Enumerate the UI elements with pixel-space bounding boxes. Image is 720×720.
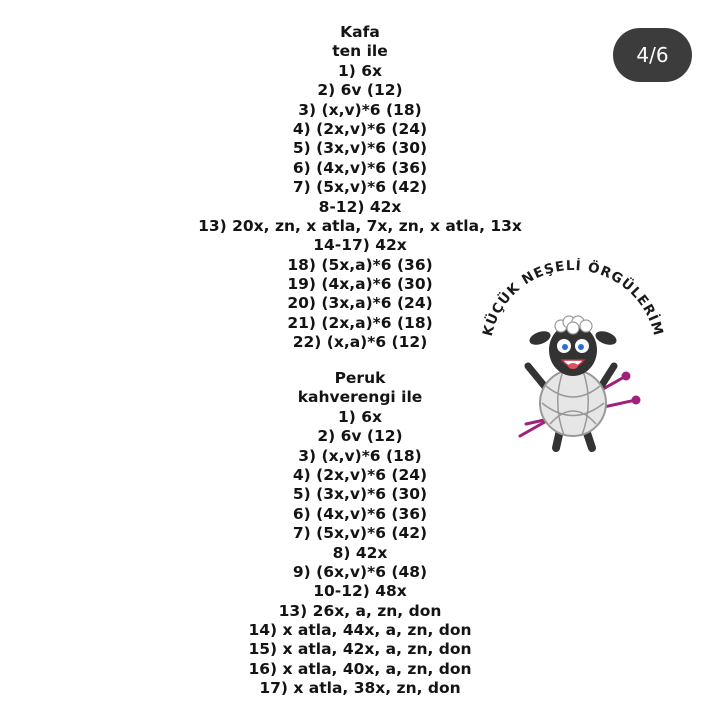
wool-tuft xyxy=(555,316,592,334)
pattern-row: 16) x atla, 40x, a, zn, don xyxy=(248,659,472,678)
section-title: Kafa xyxy=(340,23,380,41)
logo-text: KÜÇÜK NEŞELİ ÖRGÜLERİM xyxy=(479,258,667,338)
pattern-row: 15) x atla, 42x, a, zn, don xyxy=(248,640,472,659)
pattern-row: 18) (5x,a)*6 (36) xyxy=(287,255,433,274)
pattern-row: 4) (2x,v)*6 (24) xyxy=(292,465,428,484)
sheep-logo xyxy=(468,258,678,468)
pattern-row: 8) 42x xyxy=(332,543,388,562)
pattern-row: 7) (5x,v)*6 (42) xyxy=(292,178,428,197)
yarn-color-note: ten ile xyxy=(332,42,388,61)
pattern-row: 6) (4x,v)*6 (36) xyxy=(292,158,428,177)
pattern-row: 22) (x,a)*6 (12) xyxy=(292,333,428,352)
pattern-row: 13) 26x, a, zn, don xyxy=(278,601,442,620)
pattern-row: 19) (4x,a)*6 (30) xyxy=(287,275,433,294)
pattern-row: 14-17) 42x xyxy=(313,236,407,255)
pattern-row: 13) 20x, zn, x atla, 7x, zn, x atla, 13x xyxy=(198,216,522,235)
pattern-row: 10-12) 48x xyxy=(313,582,407,601)
pattern-row: 1) 6x xyxy=(337,61,383,80)
yarn-color-note: kahverengi ile xyxy=(297,388,423,407)
pattern-row: 9) (6x,v)*6 (48) xyxy=(292,562,428,581)
pattern-row: 2) 6v (12) xyxy=(317,427,403,446)
pattern-row: 6) (4x,v)*6 (36) xyxy=(292,504,428,523)
pattern-row: 5) (3x,v)*6 (30) xyxy=(292,139,428,158)
yarn-ball xyxy=(540,370,606,436)
section-title: Peruk xyxy=(334,369,386,387)
pattern-row: 5) (3x,v)*6 (30) xyxy=(292,485,428,504)
pattern-row: 21) (2x,a)*6 (18) xyxy=(287,313,433,332)
pattern-row: 20) (3x,a)*6 (24) xyxy=(287,294,433,313)
pattern-row: 4) (2x,v)*6 (24) xyxy=(292,119,428,138)
pattern-row: 2) 6v (12) xyxy=(317,81,403,100)
pattern-row: 3) (x,v)*6 (18) xyxy=(298,100,422,119)
pattern-row: 8-12) 42x xyxy=(318,197,402,216)
pattern-row: 7) (5x,v)*6 (42) xyxy=(292,524,428,543)
sheep-head xyxy=(528,316,619,376)
pattern-row: 3) (x,v)*6 (18) xyxy=(298,446,422,465)
pattern-row: 1) 6x xyxy=(337,407,383,426)
pattern-row: 14) x atla, 44x, a, zn, don xyxy=(248,621,472,640)
pattern-row: 17) x atla, 38x, zn, don xyxy=(259,679,461,698)
image-counter-badge: 4/6 xyxy=(613,28,692,82)
